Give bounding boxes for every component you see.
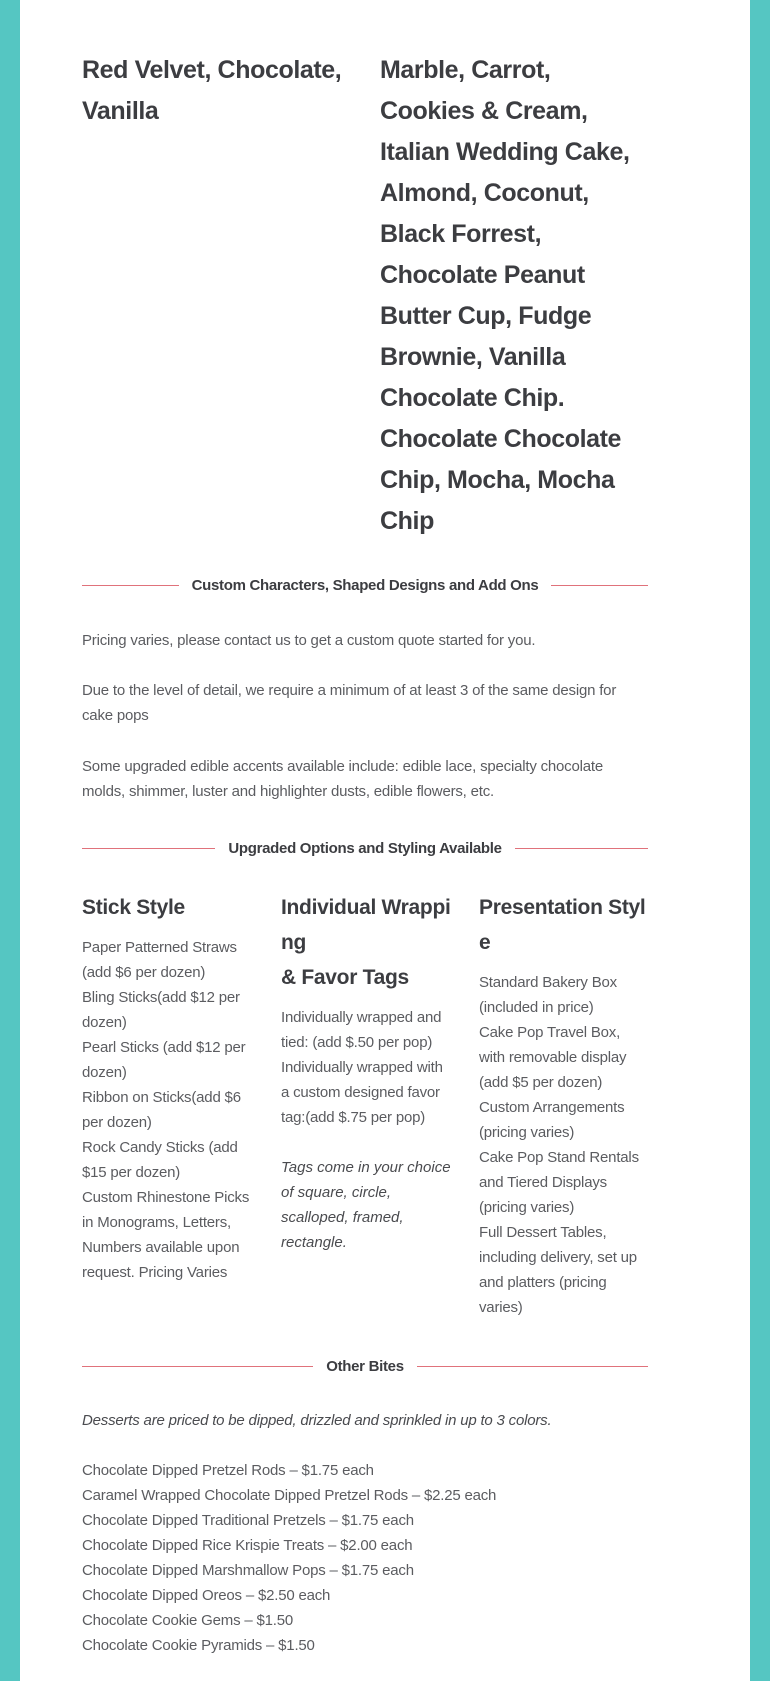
- list-item: Cake Pop Stand Rentals and Tiered Displays (pricing varies): [479, 1149, 639, 1216]
- list-item: Chocolate Dipped Marshmallow Pops – $1.75 each: [82, 1562, 414, 1579]
- section-divider-other-bites: [82, 1354, 648, 1378]
- wrapping-list: [281, 1005, 451, 1130]
- list-item: Pearl Sticks (add $12 per dozen): [82, 1039, 246, 1081]
- section-divider-upgraded: [82, 836, 648, 860]
- list-item: Paper Patterned Straws (add $6 per dozen): [82, 939, 237, 981]
- flavor-columns: [82, 50, 648, 550]
- section-title-upgraded: Upgraded Options and Styling Available: [228, 839, 502, 857]
- list-item: Chocolate Cookie Gems – $1.50: [82, 1612, 293, 1629]
- list-item: Custom Arrangements (pricing varies): [479, 1099, 625, 1141]
- list-item: Chocolate Dipped Oreos – $2.50 each: [82, 1587, 331, 1604]
- list-item: Cake Pop Travel Box, with removable display (add $5 per dozen): [479, 1024, 627, 1091]
- divider-line-right: [551, 585, 648, 586]
- divider-line-left: [82, 585, 179, 586]
- list-item: Chocolate Dipped Rice Krispie Treats – $2.00 each: [82, 1537, 413, 1554]
- stick-style-heading: Stick Style: [82, 896, 185, 919]
- divider-line-left: [82, 1366, 313, 1367]
- section-divider-custom: [82, 573, 648, 597]
- list-item: Caramel Wrapped Chocolate Dipped Pretzel Rods – $2.25 each: [82, 1487, 497, 1504]
- presentation-heading: Presentation Style: [479, 896, 646, 954]
- list-item: Ribbon on Sticks(add $6 per dozen): [82, 1089, 241, 1131]
- other-bites-note: Desserts are priced to be dipped, drizzled and sprinkled in up to 3 colors.: [82, 1412, 552, 1429]
- custom-minimum-paragraph: Due to the level of detail, we require a minimum of at least 3 of the same design for cake pops: [82, 682, 617, 724]
- presentation-list: [479, 970, 649, 1320]
- list-item: Individually wrapped with a custom designed favor tag:(add $.75 per pop): [281, 1059, 443, 1126]
- list-item: Custom Rhinestone Picks in Monograms, Letters, Numbers available upon request. Pricing Varies: [82, 1189, 250, 1281]
- list-item: Standard Bakery Box (included in price): [479, 974, 617, 1016]
- custom-pricing-paragraph: Pricing varies, please contact us to get a custom quote started for you.: [82, 632, 536, 649]
- list-item: Chocolate Cookie Pyramids – $1.50: [82, 1637, 315, 1654]
- tags-note: Tags come in your choice of square, circle, scalloped, framed, rectangle.: [281, 1159, 451, 1251]
- section-title-custom: Custom Characters, Shaped Designs and Add Ons: [191, 576, 539, 594]
- stick-style-column: [82, 890, 252, 1285]
- list-item: Individually wrapped and tied: (add $.50 per pop): [281, 1009, 442, 1051]
- presentation-column: [479, 890, 649, 1320]
- section-title-other-bites: Other Bites: [326, 1357, 404, 1375]
- custom-accents-paragraph: Some upgraded edible accents available include: edible lace, specialty chocolate molds, shimmer, luster and highlighter dusts, edible flowers, etc.: [82, 758, 604, 800]
- list-item: Chocolate Dipped Pretzel Rods – $1.75 each: [82, 1462, 374, 1479]
- wrapping-column: [281, 890, 451, 1255]
- divider-line-left: [82, 848, 215, 849]
- list-item: Full Dessert Tables, including delivery, set up and platters (pricing varies): [479, 1224, 637, 1316]
- divider-line-right: [417, 1366, 648, 1367]
- flavor-heading-specialty: Marble, Carrot, Cookies & Cream, Italian Wedding Cake, Almond, Coconut, Black Forrest, Chocolate Peanut Butter Cup, Fudge Brownie, Vanilla Chocolate Chip. Chocolate Chocolate Chip, Mocha, Mocha Chip: [380, 56, 630, 535]
- list-item: Rock Candy Sticks (add $15 per dozen): [82, 1139, 238, 1181]
- wrapping-heading: [281, 890, 451, 995]
- list-item: Bling Sticks(add $12 per dozen): [82, 989, 240, 1031]
- wrapping-heading-line1: Individual Wrapping: [281, 896, 451, 954]
- stick-style-list: [82, 935, 252, 1285]
- flavor-heading-classic: Red Velvet, Chocolate, Vanilla: [82, 56, 342, 125]
- list-item: Chocolate Dipped Traditional Pretzels – $1.75 each: [82, 1512, 414, 1529]
- divider-line-right: [515, 848, 648, 849]
- wrapping-heading-line2: & Favor Tags: [281, 966, 409, 989]
- other-bites-list: [82, 1458, 648, 1658]
